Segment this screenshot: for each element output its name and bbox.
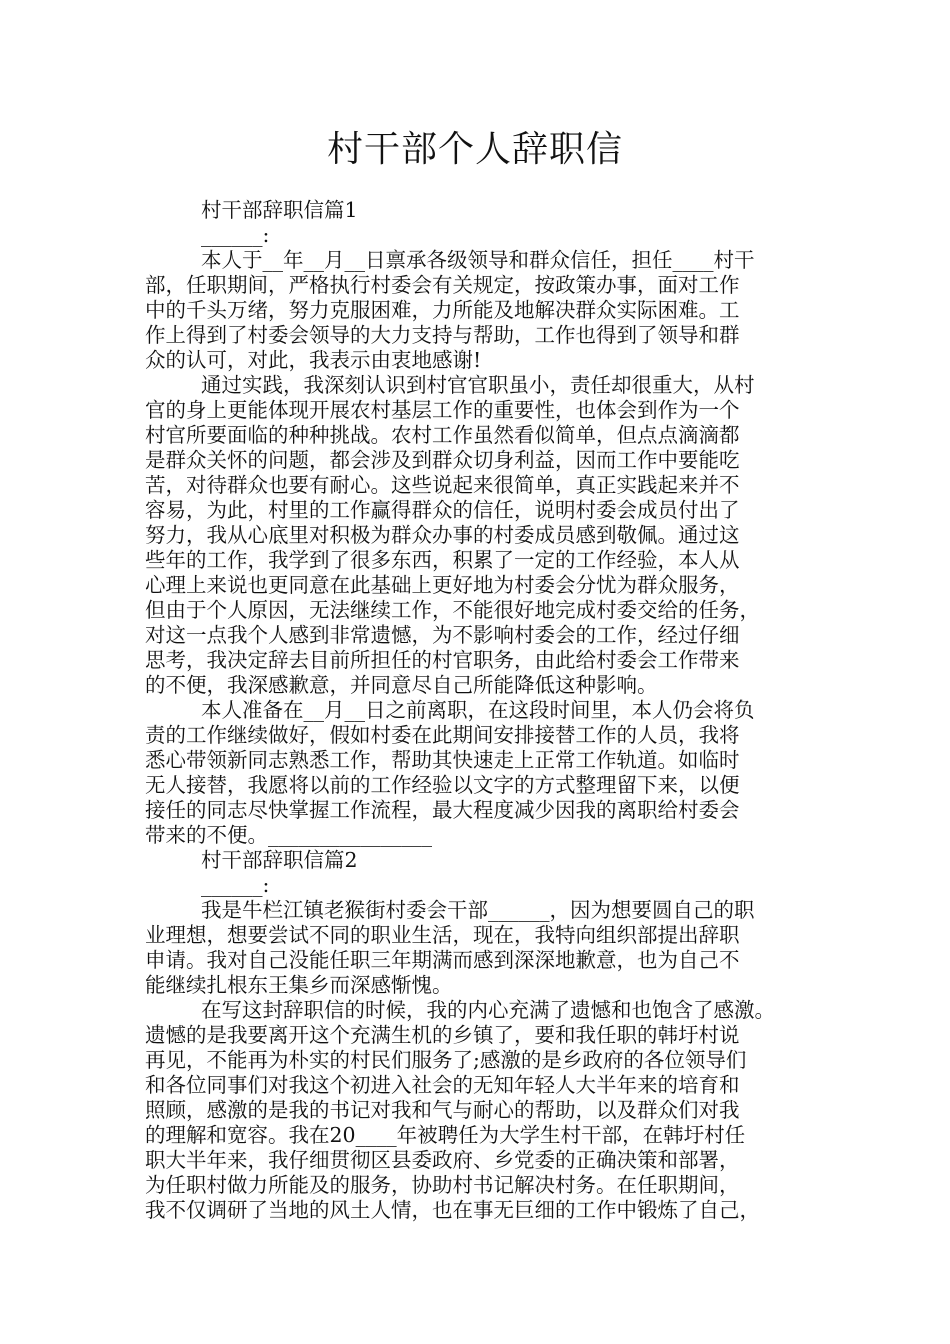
text-line: 通过实践，我深刻认识到村官官职虽小，责任却很重大，从村 — [201, 373, 755, 397]
text-line: 和各位同事们对我这个初进入社会的无知年轻人大半年来的培育和 — [145, 1073, 740, 1097]
text-line: 努力，我从心底里对积极为群众办事的村委成员感到敬佩。通过这 — [145, 523, 740, 547]
text-line: 为任职村做力所能及的服务，协助村书记解决村务。在任职期间， — [145, 1173, 740, 1197]
text-line: 作上得到了村委会领导的大力支持与帮助，工作也得到了领导和群 — [145, 323, 740, 347]
text-line: 村干部辞职信篇1 — [201, 198, 358, 222]
text-line: 遗憾的是我要离开这个充满生机的乡镇了，要和我任职的韩圩村说 — [145, 1023, 740, 1047]
text-line: 心理上来说也更同意在此基础上更好地为村委会分忧为群众服务， — [145, 573, 740, 597]
text-line: 但由于个人原因，无法继续工作，不能很好地完成村委交给的任务， — [145, 598, 760, 622]
text-line: ______: — [201, 873, 270, 897]
text-line: 本人准备在__月__日之前离职，在这段时间里，本人仍会将负 — [201, 698, 755, 722]
text-line: 部，任职期间，严格执行村委会有关规定，按政策办事，面对工作 — [145, 273, 740, 297]
document-body — [145, 198, 820, 1223]
text-line: 责的工作继续做好，假如村委在此期间安排接替工作的人员，我将 — [145, 723, 740, 747]
text-line: 我是牛栏江镇老猴街村委会干部______，因为想要圆自己的职 — [201, 898, 755, 922]
text-line: 我不仅调研了当地的风土人情，也在事无巨细的工作中锻炼了自己， — [145, 1198, 760, 1222]
text-line: 申请。我对自己没能任职三年期满而感到深深地歉意，也为自己不 — [145, 948, 740, 972]
text-line: 再见，不能再为朴实的村民们服务了;感激的是乡政府的各位领导们 — [145, 1048, 747, 1072]
text-line: 的理解和宽容。我在20____年被聘任为大学生村干部，在韩圩村任 — [145, 1123, 746, 1147]
text-line: 的不便，我深感歉意，并同意尽自己所能降低这种影响。 — [145, 673, 658, 697]
text-line: 中的千头万绪，努力克服困难，力所能及地解决群众实际困难。工 — [145, 298, 740, 322]
text-line: 苦，对待群众也要有耐心。这些说起来很简单，真正实践起来并不 — [145, 473, 740, 497]
document-title: 村干部个人辞职信 — [326, 129, 623, 170]
text-line: 对这一点我个人感到非常遗憾，为不影响村委会的工作，经过仔细 — [145, 623, 740, 647]
text-line: 无人接替，我愿将以前的工作经验以文字的方式整理留下来，以便 — [145, 773, 740, 797]
text-line: 官的身上更能体现开展农村基层工作的重要性，也体会到作为一个 — [145, 398, 740, 422]
text-line: 业理想，想要尝试不同的职业生活，现在，我特向组织部提出辞职 — [145, 923, 740, 947]
text-line: 众的认可，对此，我表示由衷地感谢! — [145, 348, 482, 372]
text-line: ______: — [201, 223, 270, 247]
text-line: 接任的同志尽快掌握工作流程，最大程度减少因我的离职给村委会 — [145, 798, 740, 822]
text-line: 照顾，感激的是我的书记对我和气与耐心的帮助，以及群众们对我 — [145, 1098, 740, 1122]
text-line: 容易，为此，村里的工作赢得群众的信任，说明村委会成员付出了 — [145, 498, 740, 522]
text-line: 职大半年来，我仔细贯彻区县委政府、乡党委的正确决策和部署， — [145, 1148, 740, 1172]
text-line: 村官所要面临的种种挑战。农村工作虽然看似简单，但点点滴滴都 — [145, 423, 740, 447]
text-line: 带来的不便。________________ — [145, 823, 432, 847]
text-line: 些年的工作，我学到了很多东西，积累了一定的工作经验，本人从 — [145, 548, 740, 572]
text-line: 村干部辞职信篇2 — [201, 848, 358, 872]
text-line: 本人于__年__月__日禀承各级领导和群众信任，担任____村干 — [201, 248, 755, 272]
text-line: 思考，我决定辞去目前所担任的村官职务，由此给村委会工作带来 — [145, 648, 740, 672]
text-line: 是群众关怀的问题，都会涉及到群众切身利益，因而工作中要能吃 — [145, 448, 740, 472]
text-line: 能继续扎根东王集乡而深感惭愧。 — [145, 973, 453, 997]
text-line: 在写这封辞职信的时候，我的内心充满了遗憾和也饱含了感激。 — [201, 998, 775, 1022]
text-line: 悉心带领新同志熟悉工作，帮助其快速走上正常工作轨道。如临时 — [145, 748, 740, 772]
